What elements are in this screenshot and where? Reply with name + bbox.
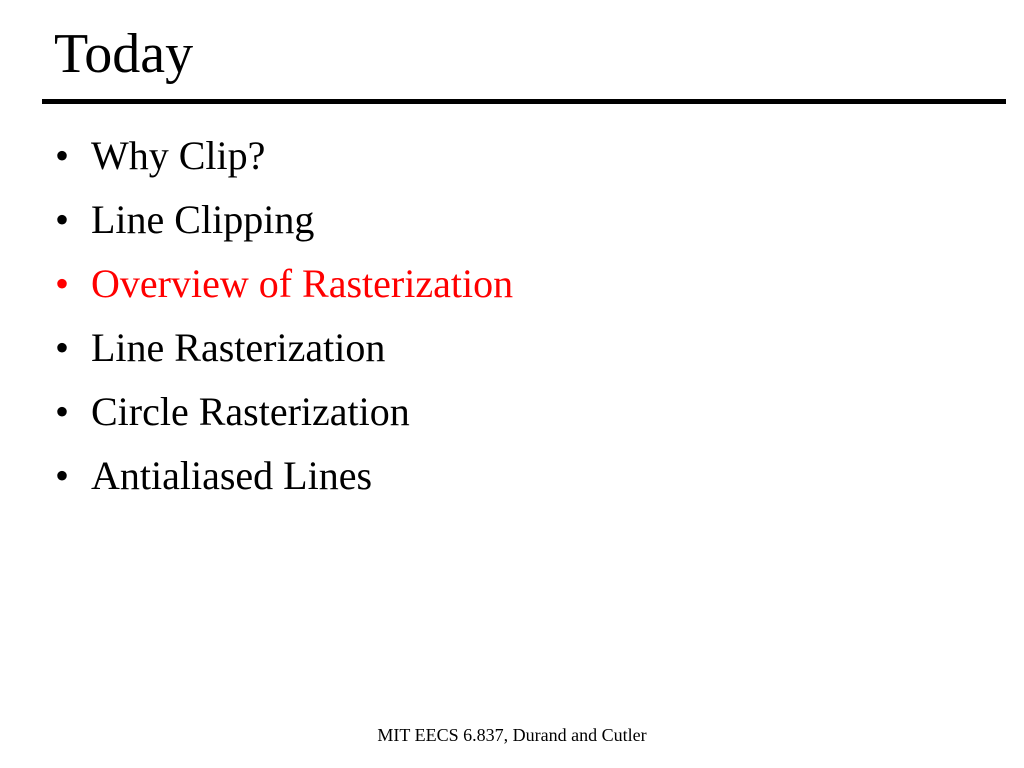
slide-title: Today [54, 23, 194, 85]
bullet-item-current [55, 256, 513, 320]
bullet-text: Antialiased Lines [91, 453, 373, 498]
title-underline [42, 99, 1006, 104]
bullet-text: Circle Rasterization [91, 389, 410, 434]
bullet-list [55, 128, 513, 512]
bullet-icon: • [55, 261, 70, 306]
bullet-item [55, 128, 513, 192]
bullet-text: Overview of Rasterization [91, 261, 514, 306]
bullet-icon: • [55, 453, 70, 498]
bullet-icon: • [55, 133, 70, 178]
bullet-item [55, 320, 513, 384]
bullet-text: Line Rasterization [91, 325, 386, 370]
bullet-item [55, 448, 513, 512]
bullet-text: Why Clip? [91, 133, 266, 178]
bullet-icon: • [55, 325, 70, 370]
bullet-icon: • [55, 197, 70, 242]
bullet-icon: • [55, 389, 70, 434]
bullet-item [55, 384, 513, 448]
bullet-text: Line Clipping [91, 197, 315, 242]
bullet-item [55, 192, 513, 256]
slide-footer: MIT EECS 6.837, Durand and Cutler [377, 725, 647, 745]
